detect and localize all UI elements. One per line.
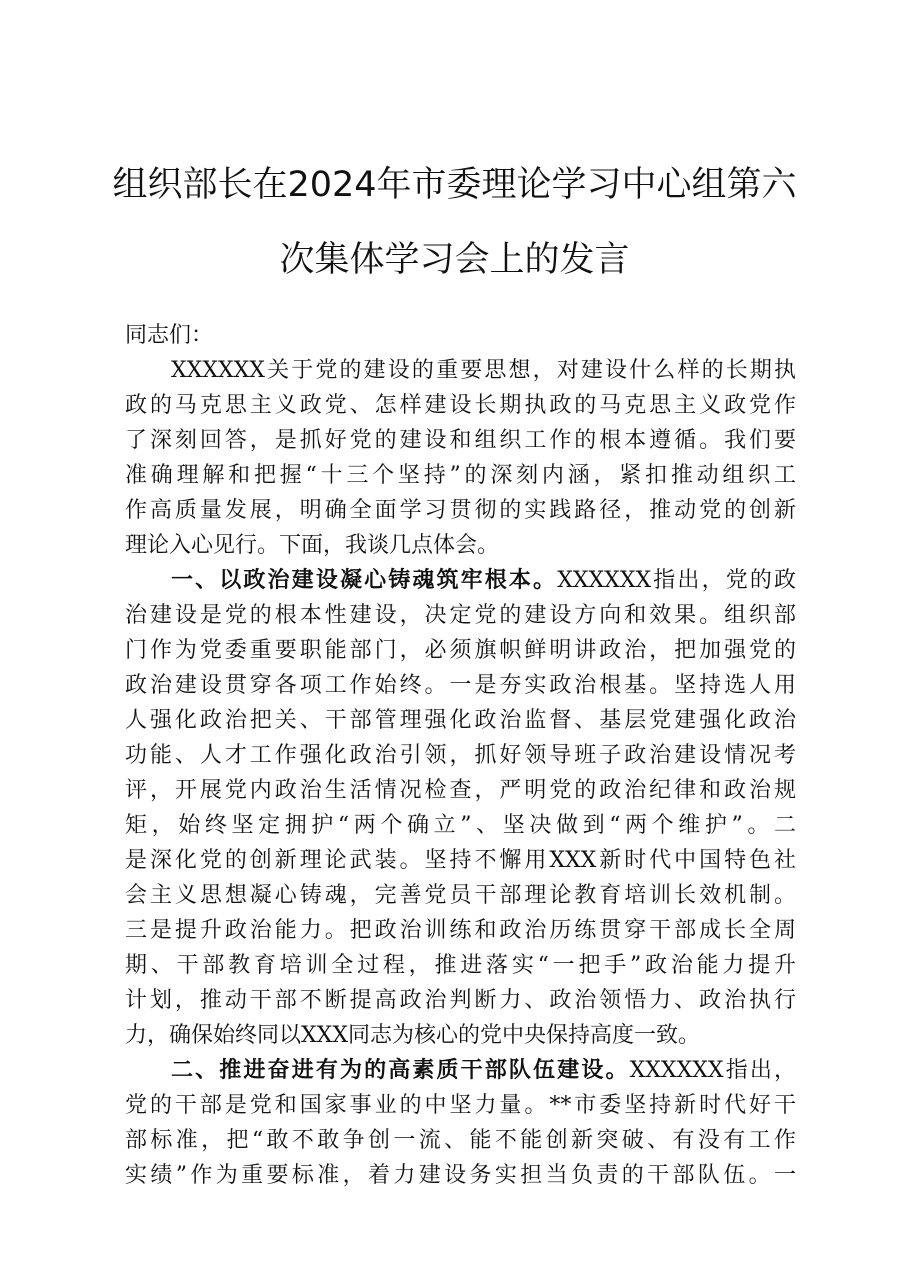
intro-line: XXXXXX关于党的建设的重要思想，对建设什么样的长期执 xyxy=(171,358,796,383)
section-1-heading: 一、以政治建设凝心铸魂筑牢根本。 xyxy=(171,568,558,593)
section-2-first-line-text: XXXXXX指出， xyxy=(629,1058,796,1083)
intro-line: 了深刻回答，是抓好党的建设和组织工作的根本遵循。我们要 xyxy=(125,428,796,453)
intro-line: 政的马克思主义政党、怎样建设长期执政的马克思主义政党作 xyxy=(125,393,796,418)
section-1-line: 治建设是党的根本性建设，决定党的建设方向和效果。组织部 xyxy=(125,603,796,628)
intro-line: 作高质量发展，明确全面学习贯彻的实践路径，推动党的创新 xyxy=(125,498,796,523)
section-1-first-line-text: XXXXXX指出，党的政 xyxy=(557,568,796,593)
section-1-line: 期、干部教育培训全过程，推进落实“一把手”政治能力提升 xyxy=(125,953,796,978)
section-2-first-line xyxy=(125,1053,796,1088)
intro-line: 准确理解和把握“十三个坚持”的深刻内涵，紧扣推动组织工 xyxy=(125,463,796,488)
section-2-line: 党的干部是党和国家事业的中坚力量。**市委坚持新时代好干 xyxy=(125,1093,796,1118)
intro-line: 理论入心见行。下面，我谈几点体会。 xyxy=(125,533,500,558)
section-1-line: 政治建设贯穿各项工作始终。一是夯实政治根基。坚持选人用 xyxy=(125,673,796,698)
document-title-line-2: 次集体学习会上的发言 xyxy=(279,240,630,280)
section-1-line: 会主义思想凝心铸魂，完善党员干部理论教育培训长效机制。 xyxy=(125,883,796,908)
section-1-line: 三是提升政治能力。把政治训练和政治历练贯穿干部成长全周 xyxy=(125,918,796,943)
section-1-first-line xyxy=(125,563,796,598)
section-1-line: 功能、人才工作强化政治引领，抓好领导班子政治建设情况考 xyxy=(125,743,796,768)
section-1-line: 计划，推动干部不断提高政治判断力、政治领悟力、政治执行 xyxy=(125,988,796,1013)
document-body xyxy=(125,318,796,1193)
section-1-line: 矩，始终坚定拥护“两个确立”、坚决做到“两个维护”。二 xyxy=(125,813,796,838)
salutation: 同志们： xyxy=(125,323,214,348)
section-2-heading: 二、推进奋进有为的高素质干部队伍建设。 xyxy=(171,1058,630,1083)
section-2-line: 部标准，把“敢不敢争创一流、能不能创新突破、有没有工作 xyxy=(125,1128,796,1153)
section-2-line: 实绩”作为重要标准，着力建设务实担当负责的干部队伍。一 xyxy=(125,1163,796,1188)
section-1-line: 力，确保始终同以XXX同志为核心的党中央保持高度一致。 xyxy=(125,1023,700,1048)
section-1-line: 人强化政治把关、干部管理强化政治监督、基层党建强化政治 xyxy=(125,708,796,733)
section-1-line: 是深化党的创新理论武装。坚持不懈用XXX新时代中国特色社 xyxy=(125,848,796,873)
document-title-line-1: 组织部长在2024年市委理论学习中心组第六 xyxy=(112,165,797,205)
section-1-line: 门作为党委重要职能部门，必须旗帜鲜明讲政治，把加强党的 xyxy=(125,638,796,663)
section-1-line: 评，开展党内政治生活情况检查，严明党的政治纪律和政治规 xyxy=(125,778,796,803)
